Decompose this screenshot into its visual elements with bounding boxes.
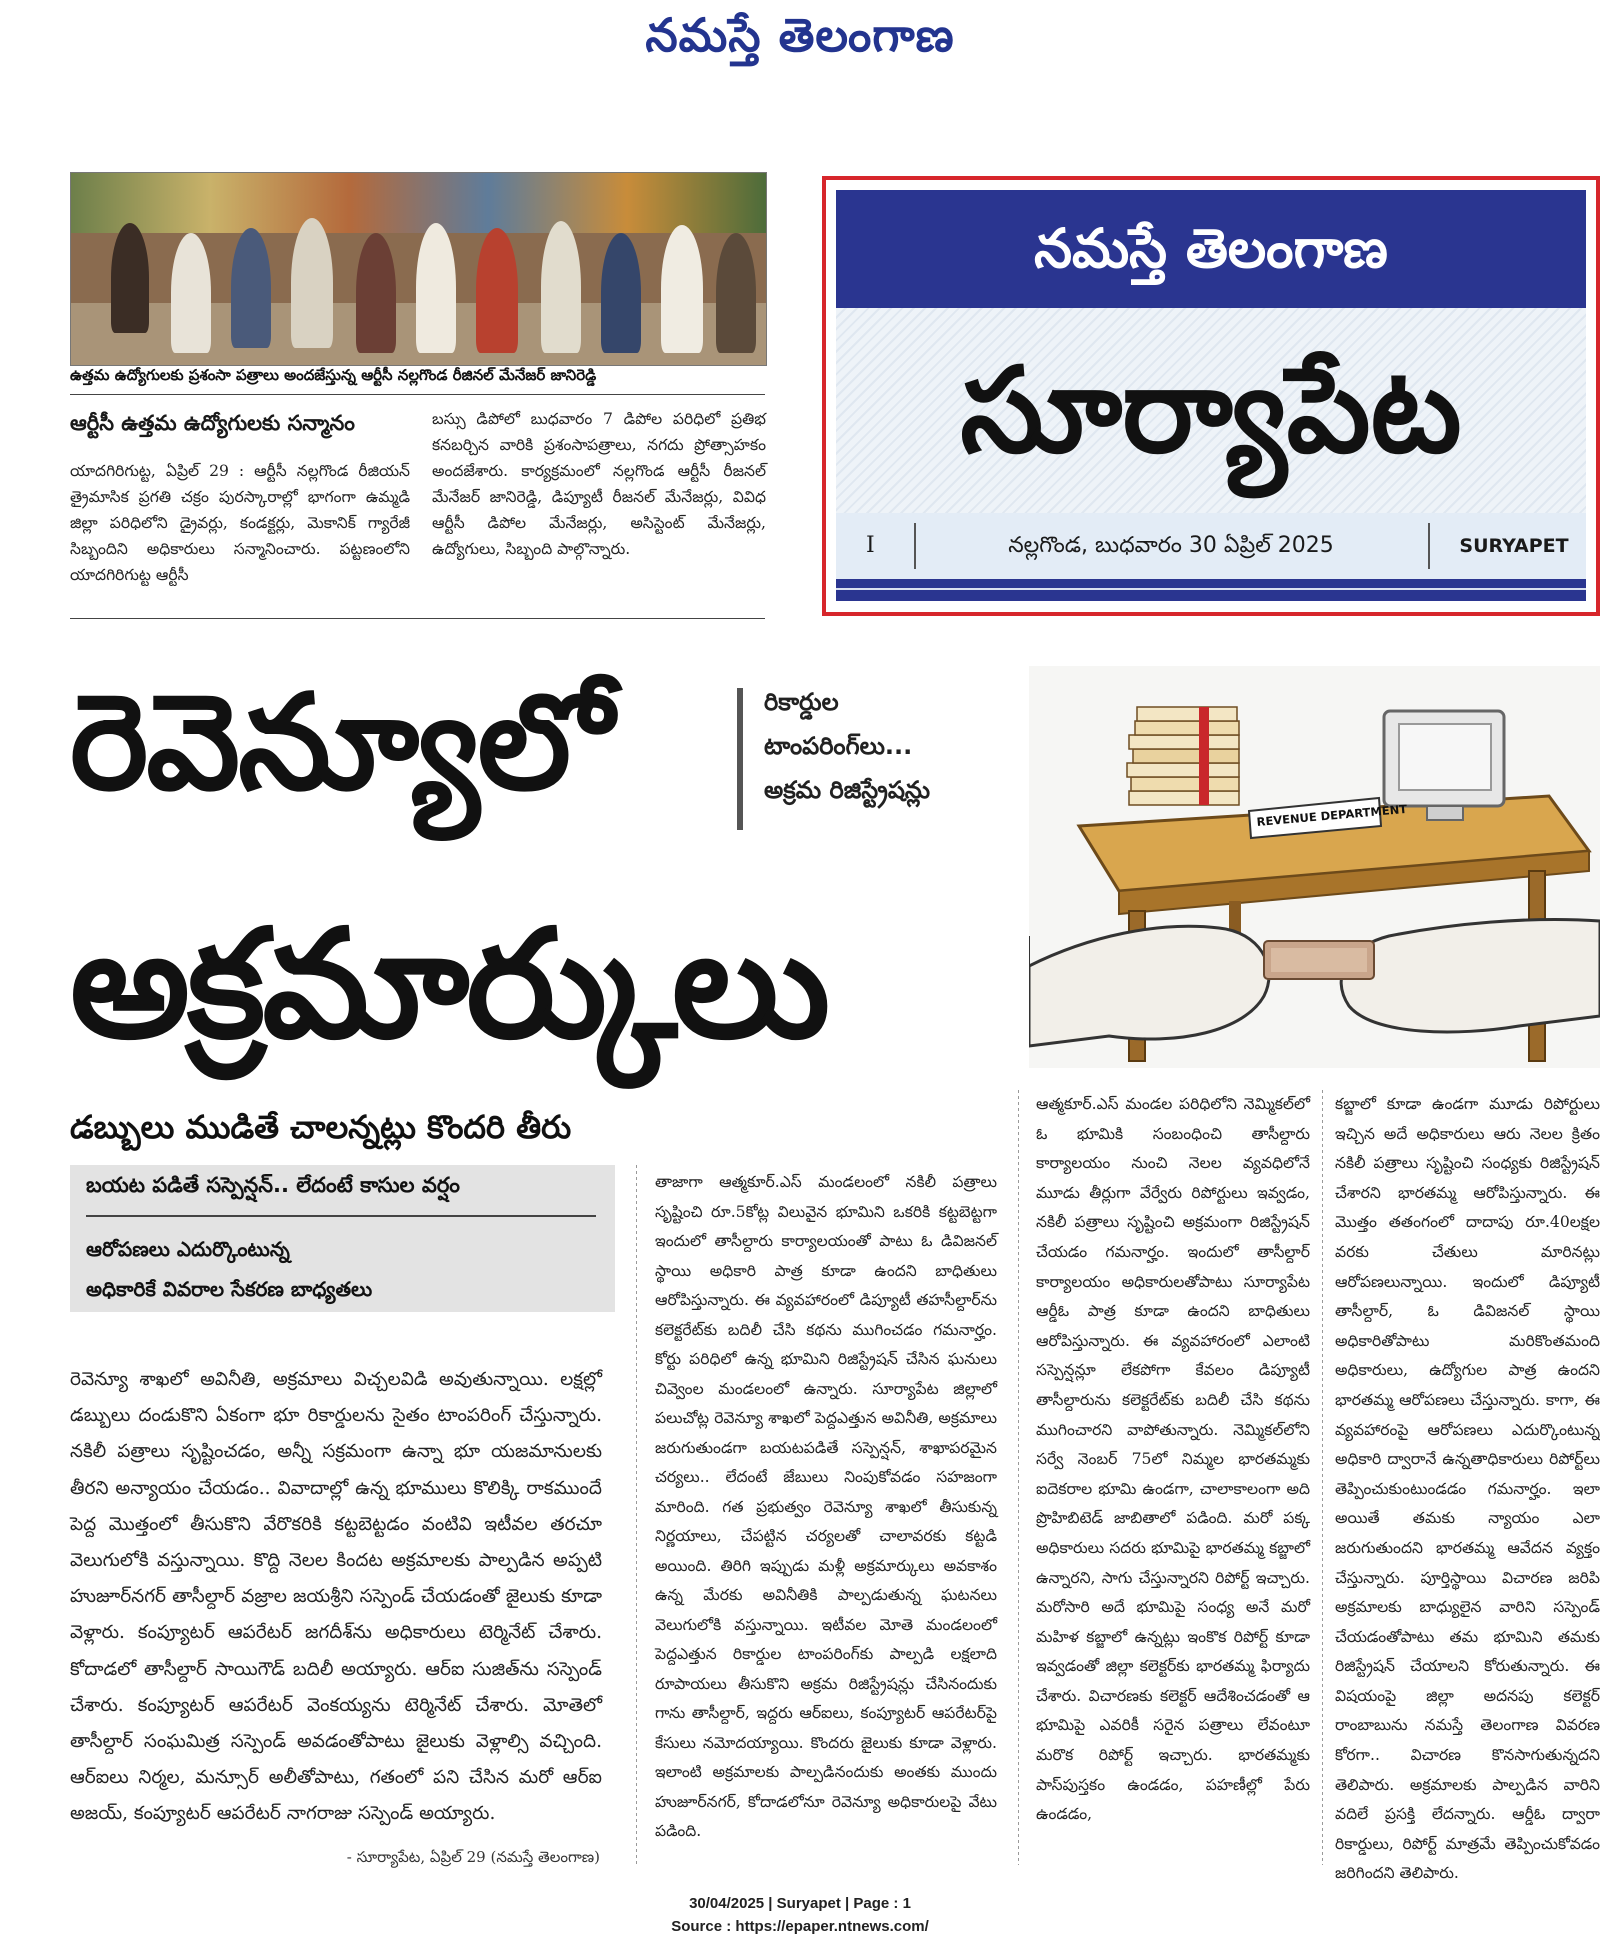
article1-headline: ఆర్టీసీ ఉత్తమ ఉద్యోగులకు సన్మానం (70, 411, 355, 435)
highlight-box (70, 1165, 615, 1312)
highlight-line2: ఆరోపణలు ఎదుర్కొంటున్న (86, 1237, 290, 1261)
sign-text: REVENUE DEPARTMENT (1256, 801, 1408, 829)
title-paper-name: నమస్తే తెలంగాణ (1034, 217, 1388, 280)
info-separator (914, 523, 916, 569)
article1-bottom-rule (70, 618, 765, 619)
kicker-bar (737, 688, 743, 830)
title-bottom-line (836, 588, 1586, 590)
lead-body-right1: ఆత్మకూర్‌.ఎస్‌ మండల పరిధిలోని నెమ్మికల్‌లో ఓ భూమికి సంబంధించి తాసీల్దారు కార్యాలయం నుంచి నెలల వ్యవధిలోనే మూడు తీర్లుగా వేర్వేరు రిపోర్టులు ఇవ్వడం, నకిలీ పత్రాలు సృష్టించి అక్రమంగా రిజిస్ట్రేషన్‌ చేయడం గమనార్హం. ఇందులో తాసీల్దార్‌ కార్యాలయం అధికారులతోపాటు సూర్యాపేట ఆర్డీఓ పాత్ర కూడా ఉందని బాధితులు ఆరోపిస్తున్నారు. ఈ వ్యవహారంలో ఎలాంటి సస్పెన్షన్లూ లేకపోగా కేవలం డిప్యూటీ తాసీల్దారును కలెక్టరేట్‌కు బదిలీ చేసి కథను ముగించారని వాపోతున్నారు. నెమ్మికల్‌లోని సర్వే నెంబర్‌ 75లో నిమ్మల భారతమ్మకు ఐదెకరాల భూమి ఉండగా, చాలాకాలంగా అది ప్రొహిబిటెడ్‌ జాబితాలో పడింది. మరో పక్క అధికారులు సదరు భూమిపై భారతమ్మ కబ్జాలో ఉన్నారని, సాగు చేస్తున్నారని రిపోర్ట్‌ ఇచ్చారు. మరోసారి అదే భూమిపై సంధ్య అనే మరో మహిళ కబ్జాలో ఉన్నట్లు ఇంకొక రిపోర్ట్‌ కూడా ఇవ్వడంతో జిల్లా కలెక్టర్‌కు భారతమ్మ ఫిర్యాదు చేశారు. విచారణకు కలెక్టర్‌ ఆదేశించడంతో ఆ భూమిపై ఎవరికీ సరైన పత్రాలు లేవంటూ మరొక రిపోర్ట్‌ ఇచ్చారు. భారతమ్మకు పాస్‌పుస్తకం ఉండడం, పహణీల్లో పేరు ఉండడం, (1036, 1095, 1310, 1824)
highlight-line1: బయట పడితే సస్పెన్షన్‌.. లేదంటే కాసుల వర్షం (86, 1173, 460, 1197)
lead-headline-line2: అక్రమార్కులు (70, 898, 828, 1072)
column-rule (1018, 1090, 1019, 1865)
edition-number: I (866, 533, 875, 558)
info-separator (1428, 523, 1430, 569)
newspaper-masthead: నమస్తే తెలంగాణ (645, 8, 955, 62)
edition-city-name: సూర్యాపేట (960, 341, 1462, 479)
lead-body-right2: కబ్జాలో కూడా ఉండగా మూడు రిపోర్టులు ఇచ్చిన అదే అధికారులు ఆరు నెలల క్రితం నకిలీ పత్రాలు సృష్టించి సంధ్యకు రిజిస్ట్రేషన్‌ చేశారని భారతమ్మ ఆరోపిస్తున్నారు. ఈ మొత్తం తతంగంలో దాదాపు రూ.40లక్షల వరకు చేతులు మారినట్లు ఆరోపణలున్నాయి. ఇందులో డిప్యూటీ తాసీల్దార్‌, ఓ డివిజనల్‌ స్థాయి అధికారితోపాటు మరికొంతమంది అధికారులు, ఉద్యోగుల పాత్ర ఉందని భారతమ్మ ఆరోపణలు చేస్తున్నారు. కాగా, ఈ వ్యవహారంపై ఆరోపణలు ఎదుర్కొంటున్న అధికారి ద్వారానే ఉన్నతాధికారులు రిపోర్ట్‌లు తెప్పించుకుంటుండడం గమనార్హం. ఇలా అయితే తమకు న్యాయం ఎలా జరుగుతుందని భారతమ్మ ఆవేదన వ్యక్తం చేస్తున్నారు. పూర్తిస్థాయి విచారణ జరిపి అక్రమాలకు బాధ్యులైన వారిని సస్పెండ్‌ చేయడంతోపాటు తమ భూమిని తమకు రిజిస్ట్రేషన్‌ చేయాలని కోరుతున్నారు. ఈ విషయంపై జిల్లా అదనపు కలెక్టర్‌ రాంబాబును నమస్తే తెలంగాణ వివరణ కోరగా.. విచారణ కొనసాగుతున్నదని తెలిపారు. అక్రమాలకు పాల్పడిన వారిని వదిలే ప్రసక్తి లేదన్నారు. ఆర్డీఓ ద్వారా రికార్డులు, రిపోర్ట్‌ మాత్రమే తెప్పించుకోవడం జరిగిందని తెలిపారు. (1335, 1095, 1600, 1883)
title-band (836, 190, 1586, 308)
lead-body-main: రెవెన్యూ శాఖలో అవినీతి, అక్రమాలు విచ్చలవిడి అవుతున్నాయి. లక్షల్లో డబ్బులు దండుకొని ఏకంగా భూ రికార్డులను సైతం టాంపరింగ్‌ చేస్తున్నారు. నకిలీ పత్రాలు సృష్టించడం, అన్నీ సక్రమంగా ఉన్నా భూ యజమానులకు తీరని అన్యాయం చేయడం.. వివాదాల్లో ఉన్న భూములు కొలిక్కి రాకముందే పెద్ద మొత్తంలో తీసుకొని వేరొకరికి కట్టబెట్టడం వంటివి ఇటీవల తరచూ వెలుగులోకి వస్తున్నాయి. కొద్ది నెలల కిందట అక్రమాలకు పాల్పడిన అప్పటి హుజూర్‌నగర్‌ తాసీల్దార్‌ వజ్రాల జయశ్రీని సస్పెండ్‌ చేయడంతో జైలుకు కూడా వెళ్లారు. కంప్యూటర్‌ ఆపరేటర్‌ జగదీశ్‌ను అధికారులు టెర్మినేట్‌ చేశారు. కోదాడలో తాసీల్దార్‌ సాయిగౌడ్‌ బదిలీ అయ్యారు. ఆర్‌ఐ సుజిత్‌ను సస్పెండ్‌ చేశారు. కంప్యూటర్‌ ఆపరేటర్‌ వెంకయ్యను టెర్మినేట్‌ చేశారు. మోతెలో తాసీల్దార్‌ సంఘమిత్ర సస్పెండ్‌ అవడంతోపాటు జైలుకు వెళ్లాల్సి వచ్చింది. ఆర్‌ఐలు నిర్మల, మన్సూర్‌ అలీతోపాటు, గతంలో పని చేసిన మరో ఆర్‌ఐ అజయ్‌, కంప్యూటర్‌ ఆపరేటర్‌ నాగరాజు సస్పెండ్‌ అయ్యారు. (70, 1369, 602, 1825)
column-rule (636, 1165, 637, 1865)
kicker-line: టాంపరింగ్‌లు... (764, 732, 913, 760)
kicker-line: రికార్డుల (764, 688, 839, 716)
highlight-divider (86, 1215, 596, 1217)
illustration-svg (1029, 666, 1600, 1068)
edition-title-box (822, 176, 1600, 616)
article1-column1: యాదగిరిగుట్ట, ఏప్రిల్‌ 29 : ఆర్టీసీ నల్లగొండ రీజియన్‌ త్రైమాసిక ప్రగతి చక్రం పురస్కారాల్లో భాగంగా ఉమ్మడి జిల్లా పరిధిలోని డ్రైవర్లు, కండక్టర్లు, మెకానిక్‌ గ్యారేజీ సిబ్బందిని అధికారులు సన్మానించారు. పట్టణంలోని యాదగిరిగుట్ట ఆర్టీసీ (70, 462, 410, 584)
photo-caption: ఉత్తమ ఉద్యోగులకు ప్రశంసా పత్రాలు అందజేస్తున్న ఆర్టీసీ నల్లగొండ రీజినల్‌ మేనేజర్‌ జానిరెడ్డి (70, 366, 597, 384)
article1-column2: బస్సు డిపోలో బుధవారం 7 డిపోల పరిధిలో ప్రతిభ కనబర్చిన వారికి ప్రశంసాపత్రాలు, నగదు ప్రోత్సాహకం అందజేశారు. కార్యక్రమంలో నల్లగొండ ఆర్టీసీ రీజనల్‌ మేనేజర్‌ జానిరెడ్డి, డిప్యూటీ రీజనల్‌ మేనేజర్లు, వివిధ ఆర్టీసీ డిపోల మేనేజర్లు, అసిస్టెంట్‌ మేనేజర్లు, ఉద్యోగులు, సిబ్బంది పాల్గొన్నారు. (432, 410, 766, 558)
page-footer-source: Source : https://epaper.ntnews.com/ (671, 1918, 929, 1935)
highlight-lines (86, 1229, 606, 1309)
revenue-bribery-illustration (1029, 666, 1600, 1068)
page-footer-info: 30/04/2025 | Suryapet | Page : 1 (689, 1895, 911, 1912)
edition-date: నల్లగొండ, బుధవారం 30 ఏప్రిల్‌ 2025 (1008, 533, 1334, 558)
award-ceremony-photo (70, 172, 767, 366)
edition-info-strip (836, 513, 1586, 579)
lead-body-middle: తాజాగా ఆత్మకూర్‌.ఎస్‌ మండలంలో నకిలీ పత్రాలు సృష్టించి రూ.5కోట్ల విలువైన భూమిని ఒకరికి కట్టబెట్టగా ఇందులో తాసీల్దారు కార్యాలయంతో పాటు ఓ డివిజనల్‌ స్థాయి అధికారి పాత్ర కూడా ఉందని బాధితులు ఆరోపిస్తున్నారు. ఈ వ్యవహారంలో డిప్యూటీ తహసీల్దార్‌ను కలెక్టరేట్‌కు బదిలీ చేసి కథను ముగించడం గమనార్హం. కోర్టు పరిధిలో ఉన్న భూమిని రిజిస్ట్రేషన్‌ చేసిన ఘనులు చివ్వెంల మండలంలో ఉన్నారు. సూర్యాపేట జిల్లాలో పలుచోట్ల రెవెన్యూ శాఖలో పెద్దఎత్తున అవినీతి, అక్రమాలు జరుగుతుండగా బయటపడితే సస్పెన్షన్‌, శాఖాపరమైన చర్యలు.. లేదంటే జేబులు నింపుకోవడం సహజంగా మారింది. గత ప్రభుత్వం రెవెన్యూ శాఖలో తీసుకున్న నిర్ణయాలు, చేపట్టిన చర్యలతో చాలావరకు కట్టడి అయింది. తిరిగి ఇప్పుడు మళ్లీ అక్రమార్కులు అవకాశం ఉన్న మేరకు అవినీతికి పాల్పడుతున్న ఘటనలు వెలుగులోకి వస్తున్నాయి. ఇటీవల మోతె మండలంలో పెద్దఎత్తున రికార్డుల టాంపరింగ్‌కు పాల్పడి లక్షలాది రూపాయలు తీసుకొని అక్రమ రిజిస్ట్రేషన్లు చేసినందుకు గాను తాసీల్దార్‌, ఇద్దరు ఆర్‌ఐలు, కంప్యూటర్‌ ఆపరేటర్‌పై కేసులు నమోదయ్యాయి. కొందరు జైలుకు కూడా వెళ్లారు. ఇలాంటి అక్రమాలకు పాల్పడినందుకు అంతకు ముందు హుజూర్‌నగర్‌, కోదాడలోనూ రెవెన్యూ అధికారులపై వేటు పడింది. (655, 1173, 997, 1840)
edition-tag: SURYAPET (1459, 535, 1569, 557)
title-bottom-band (836, 579, 1586, 601)
column-rule (1322, 1090, 1323, 1865)
lead-kicker (764, 680, 1004, 812)
kicker-line: అక్రమ రిజిస్ట్రేషన్లు (764, 776, 931, 804)
caption-divider (70, 394, 765, 395)
lead-headline-line1: రెవెన్యూలో (70, 666, 612, 820)
title-city-panel (836, 308, 1586, 513)
lead-dateline: - సూర్యాపేట, ఏప్రిల్‌ 29 (నమస్తే తెలంగాణ) (346, 1848, 600, 1866)
lead-subheadline: డబ్బులు ముడితే చాలన్నట్లు కొందరి తీరు (70, 1108, 572, 1146)
highlight-line3: అధికారికే వివరాల సేకరణ బాధ్యతలు (86, 1277, 373, 1301)
